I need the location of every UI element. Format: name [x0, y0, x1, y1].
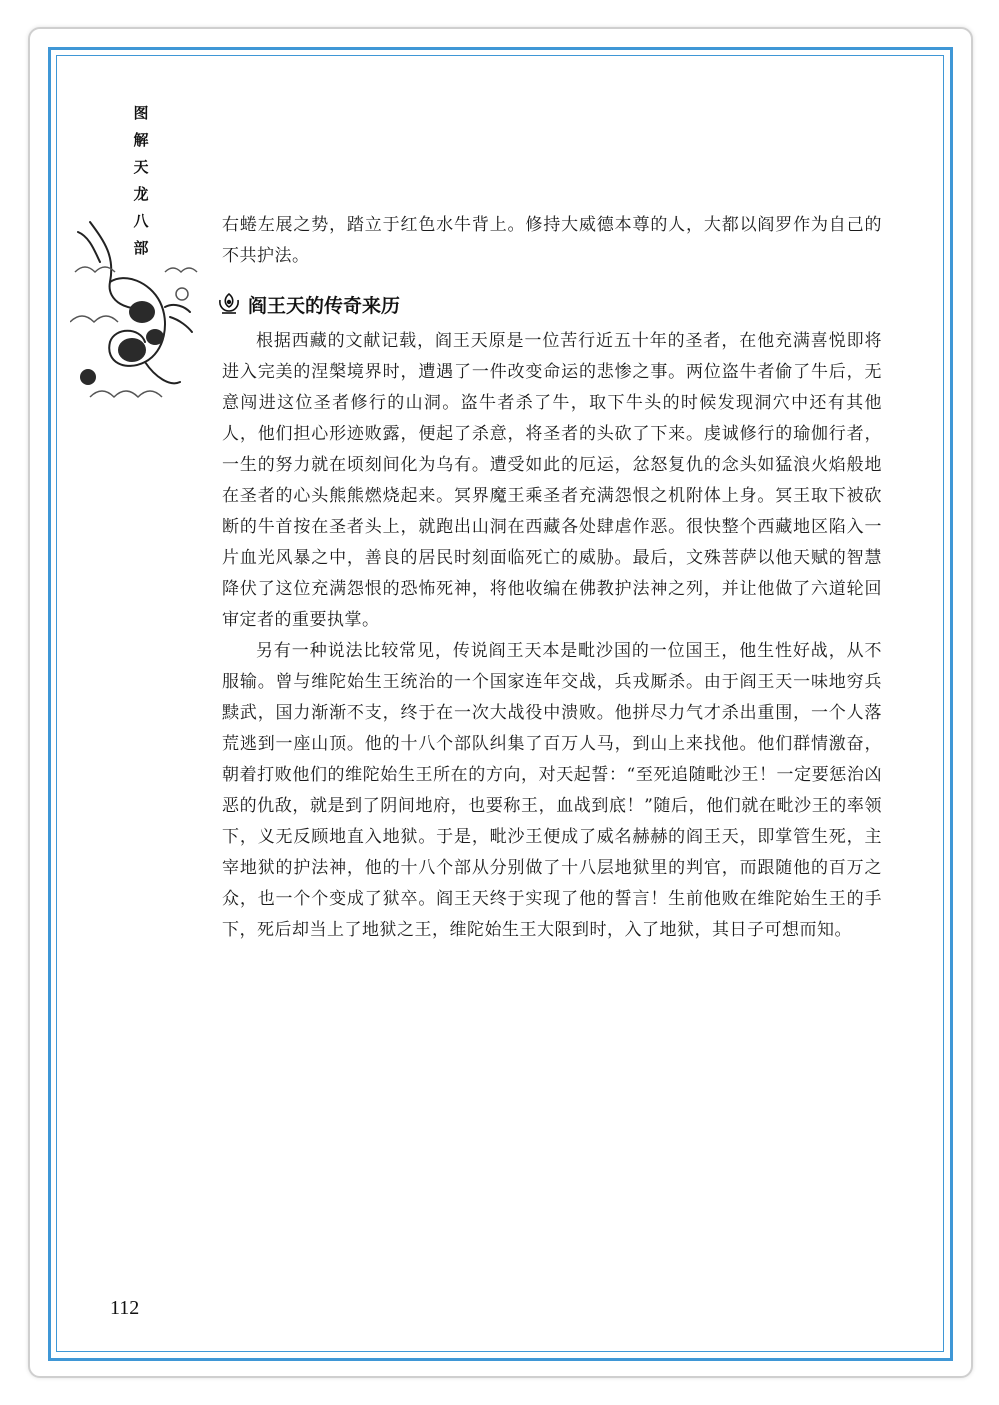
page-number: 112 — [110, 1297, 140, 1319]
body-paragraph: 根据西藏的文献记载，阎王天原是一位苦行近五十年的圣者，在他充满喜悦即将进入完美的涅槃境界时，遭遇了一件改变命运的悲惨之事。两位盗牛者偷了牛后，无意闯进这位圣者修行的山洞。盗牛者杀了牛，取下牛头的时候发现洞穴中还有其他人，他们担心形迹败露，便起了杀意，将圣者的头砍了下来。虔诚修行的瑜伽行者，一生的努力就在顷刻间化为乌有。遭受如此的厄运，忿怒复仇的念头如猛浪火焰般地在圣者的心头熊熊燃烧起来。冥界魔王乘圣者充满怨恨之机附体上身。冥王取下被砍断的牛首按在圣者头上，就跑出山洞在西藏各处肆虐作恶。很快整个西藏地区陷入一片血光风暴之中，善良的居民时刻面临死亡的威胁。最后，文殊菩萨以他天赋的智慧降伏了这位充满怨恨的恐怖死神，将他收编在佛教护法神之列，并让他做了六道轮回审定者的重要执掌。 — [222, 331, 882, 630]
running-title-char: 八 — [133, 212, 149, 230]
dragon-illustration-icon — [70, 212, 200, 412]
running-title-char: 图 — [133, 104, 149, 122]
body-paragraph: 另有一种说法比较常见，传说阎王天本是毗沙国的一位国王，他生性好战，从不服输。曾与维陀始生王统治的一个国家连年交战，兵戎厮杀。由于阎王天一味地穷兵黩武，国力渐渐不支，终于在一次大战役中溃败。他拼尽力气才杀出重围，一个人落荒逃到一座山顶。他的十八个部队纠集了百万人马，到山上来找他。他们群情激奋，朝着打败他们的维陀始生王所在的方向，对天起誓：“至死追随毗沙王！一定要惩治凶恶的仇敌，就是到了阴间地府，也要称王，血战到底！”随后，他们就在毗沙王的率领下，义无反顾地直入地狱。于是，毗沙王便成了威名赫赫的阎王天，即掌管生死，主宰地狱的护法神，他的十八个部从分别做了十八层地狱里的判官，而跟随他的百万之众，也一个个变成了狱卒。阎王天终于实现了他的誓言！生前他败在维陀始生王的手下，死后却当上了地狱之王，维陀始生王大限到时，入了地狱，其日子可想而知。 — [222, 641, 882, 940]
running-title-char: 解 — [133, 131, 149, 149]
main-text — [222, 210, 882, 946]
continued-paragraph: 右蜷左展之势，踏立于红色水牛背上。修持大威德本尊的人，大都以阎罗作为自己的不共护法。 — [222, 215, 882, 266]
running-title-char: 龙 — [133, 185, 149, 203]
section-heading — [222, 288, 882, 320]
lotus-emblem-icon — [216, 291, 242, 317]
running-title-char: 天 — [133, 158, 149, 176]
running-title-char: 部 — [133, 239, 149, 257]
section-title: 阎王天的传奇来历 — [248, 294, 401, 317]
